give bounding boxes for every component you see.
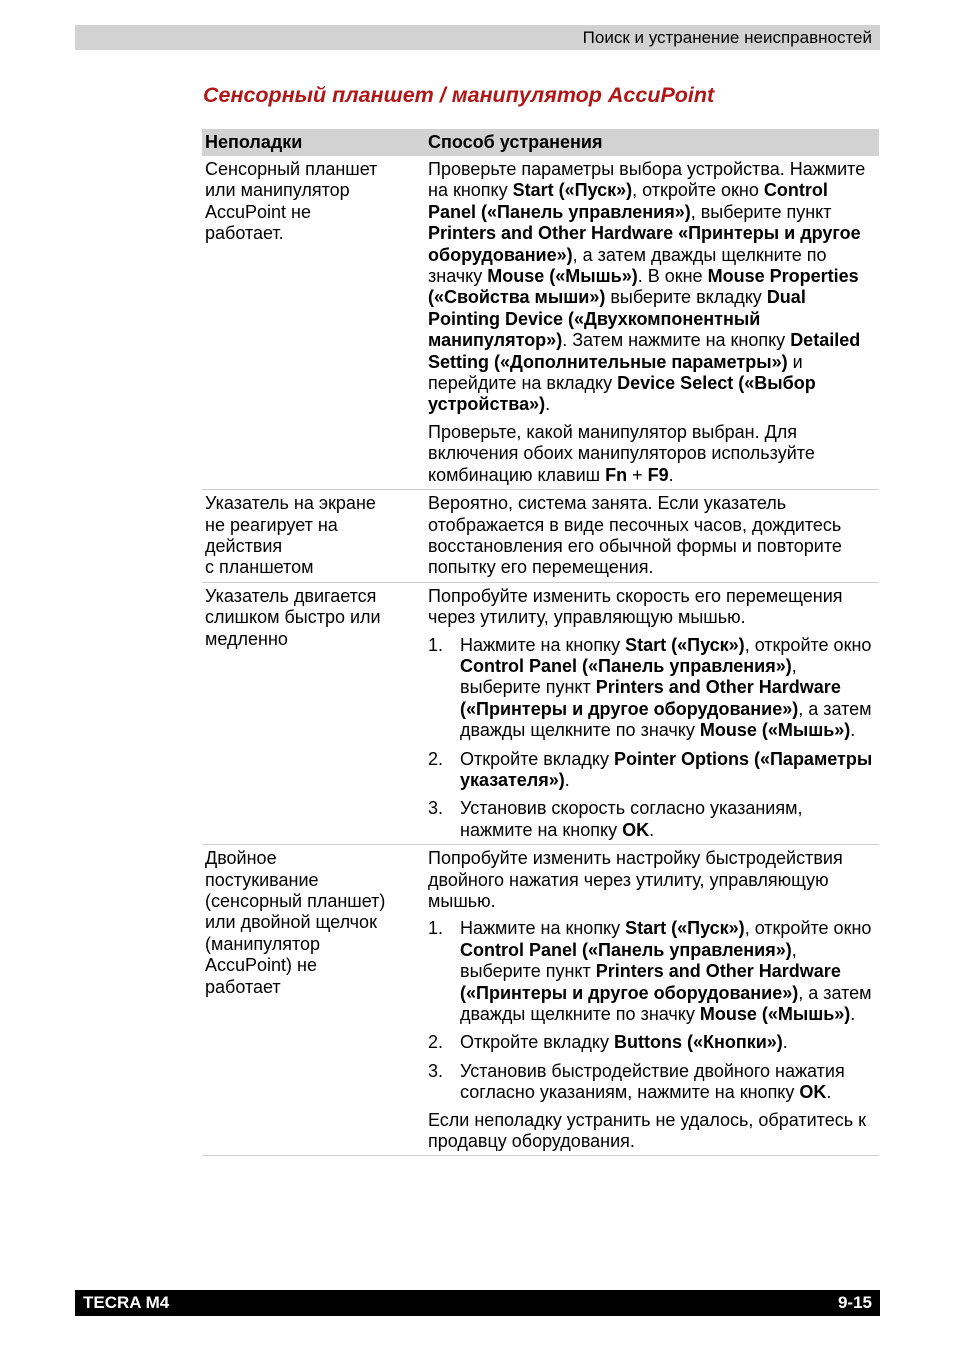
- bold-text: Start («Пуск»): [512, 180, 633, 201]
- problem-cell: Указатель на экране не реагирует на действия с планшетом: [205, 493, 376, 578]
- text-run: Попробуйте изменить скорость его перемещения через утилиту, управляющую мышью.: [428, 585, 843, 628]
- step-number: 1.: [428, 634, 444, 655]
- bold-text: Printers and Other Hardware («Принтеры и другое оборудование»): [460, 677, 841, 719]
- step-item: [428, 798, 879, 841]
- text-run: .: [668, 464, 674, 485]
- text-run: .: [545, 394, 551, 415]
- text-run: Установив скорость согласно указаниям, нажмите на кнопку: [460, 798, 803, 840]
- bold-text: Mouse («Мышь»): [699, 720, 851, 741]
- text-run: . Затем нажмите на кнопку: [562, 330, 791, 351]
- step-item: [428, 1061, 879, 1104]
- text-run: Нажмите на кнопку: [460, 634, 626, 655]
- bold-text: Detailed Setting («Дополнительные параметры»): [428, 330, 861, 372]
- solution-paragraph: [428, 586, 879, 629]
- problem-cell: Сенсорный планшет или манипулятор AccuPoint не работает.: [205, 159, 378, 244]
- table-row: [202, 583, 879, 845]
- step-text: [460, 1061, 879, 1104]
- step-list: [428, 635, 879, 842]
- text-run: Откройте вкладку: [460, 1032, 614, 1053]
- solution-paragraph: [428, 159, 879, 416]
- bold-text: Mouse («Мышь»): [699, 1004, 851, 1025]
- problem-cell: Двойное постукивание (сенсорный планшет) или двойной щелчок (манипулятор AccuPoint) не работает: [205, 848, 386, 997]
- text-run: , выберите пункт: [460, 655, 797, 698]
- step-text: [460, 749, 879, 792]
- text-run: .: [564, 769, 570, 790]
- table-row: [202, 156, 879, 490]
- problem-cell: Указатель двигается слишком быстро или медленно: [205, 585, 381, 649]
- step-text: [460, 918, 879, 1025]
- bold-text: OK: [622, 819, 650, 840]
- step-item: [428, 918, 879, 1025]
- table-body: [202, 156, 879, 1156]
- text-run: , откройте окно: [632, 180, 764, 201]
- page-footer: [75, 1290, 880, 1316]
- step-text: [460, 1032, 879, 1053]
- step-item: [428, 749, 879, 792]
- bold-text: Pointer Options («Параметры указателя»): [460, 748, 873, 790]
- text-run: , а затем дважды щелкните по значку: [428, 244, 827, 287]
- table-row: [202, 490, 879, 583]
- bold-text: Start («Пуск»): [625, 918, 745, 939]
- solution-paragraph: [428, 422, 879, 486]
- bold-text: Mouse («Мышь»): [487, 266, 638, 287]
- column-header-solutions: Способ устранения: [428, 132, 603, 152]
- text-run: .: [649, 819, 655, 840]
- bold-text: Control Panel («Панель управления»): [428, 180, 828, 222]
- troubleshooting-table: [202, 129, 879, 1156]
- bold-text: Control Panel («Панель управления»): [460, 939, 792, 960]
- bold-text: Device Select («Выбор устройства»): [428, 373, 816, 415]
- text-run: .: [850, 720, 856, 741]
- solution-paragraph: [428, 493, 879, 579]
- text-run: , а затем дважды щелкните по значку: [460, 698, 872, 741]
- step-number: 2.: [428, 1032, 444, 1053]
- text-run: выберите вкладку: [605, 287, 767, 308]
- step-list: [428, 918, 879, 1103]
- step-number: 2.: [428, 748, 444, 769]
- text-run: Проверьте параметры выбора устройства. Нажмите на кнопку: [428, 159, 866, 201]
- text-run: , выберите пункт: [460, 939, 797, 982]
- text-run: .: [850, 1004, 856, 1025]
- step-item: [428, 635, 879, 742]
- solution-cell: [428, 156, 879, 489]
- bold-text: Start («Пуск»): [625, 634, 745, 655]
- running-header-text: Поиск и устранение неисправностей: [582, 28, 872, 47]
- text-run: Установив быстродействие двойного нажатия согласно указаниям, нажмите на кнопку: [460, 1060, 845, 1103]
- bold-text: Printers and Other Hardware («Принтеры и другое оборудование»): [460, 961, 841, 1003]
- text-run: и перейдите на вкладку: [428, 351, 803, 394]
- text-run: +: [627, 464, 648, 485]
- step-number: 3.: [428, 798, 444, 819]
- step-number: 1.: [428, 918, 444, 939]
- bold-text: Buttons («Кнопки»): [613, 1032, 783, 1053]
- solution-paragraph: [428, 848, 879, 912]
- step-number: 3.: [428, 1060, 444, 1081]
- bold-text: Control Panel («Панель управления»): [460, 655, 792, 676]
- solution-paragraph: [428, 1110, 879, 1153]
- step-item: [428, 1032, 879, 1053]
- bold-text: Printers and Other Hardware «Принтеры и другое оборудование»): [428, 223, 861, 265]
- footer-product-name: TECRA M4: [83, 1293, 170, 1312]
- table-header-row: [202, 129, 879, 156]
- bold-text: F9: [647, 464, 669, 485]
- text-run: Попробуйте изменить настройку быстродействия двойного нажатия через утилиту, управляющую мышью.: [428, 848, 843, 911]
- bold-text: Dual Pointing Device («Двухкомпонентный манипулятор»): [428, 287, 806, 351]
- text-run: Нажмите на кнопку: [460, 918, 626, 939]
- footer-page-number: 9-15: [837, 1293, 872, 1312]
- solution-cell: [428, 490, 879, 582]
- text-run: .: [782, 1032, 788, 1053]
- text-run: , а затем дважды щелкните по значку: [460, 982, 872, 1025]
- step-text: [460, 635, 879, 742]
- table-row: [202, 845, 879, 1156]
- bold-text: Fn: [605, 464, 628, 485]
- text-run: Вероятно, система занята. Если указатель отображается в виде песочных часов, дождитесь восстановления его обычной формы и повторите попытку его перемещения.: [428, 493, 842, 578]
- text-run: . В окне: [637, 266, 708, 287]
- column-header-problems: Неполадки: [205, 132, 303, 152]
- text-run: Откройте вкладку: [460, 748, 614, 769]
- bold-text: OK: [799, 1082, 827, 1103]
- step-text: [460, 798, 879, 841]
- text-run: , откройте окно: [744, 918, 872, 939]
- text-run: .: [826, 1082, 832, 1103]
- text-run: Проверьте, какой манипулятор выбран. Для включения обоих манипуляторов используйте комбинацию клавиш: [428, 421, 815, 485]
- text-run: , выберите пункт: [690, 201, 832, 222]
- running-header: [75, 25, 880, 50]
- solution-cell: [428, 845, 879, 1155]
- text-run: , откройте окно: [744, 634, 872, 655]
- solution-cell: [428, 583, 879, 844]
- section-title: Сенсорный планшет / манипулятор AccuPoint: [203, 83, 715, 107]
- text-run: Если неполадку устранить не удалось, обратитесь к продавцу оборудования.: [428, 1109, 866, 1152]
- bold-text: Mouse Properties («Свойства мыши»): [428, 266, 859, 308]
